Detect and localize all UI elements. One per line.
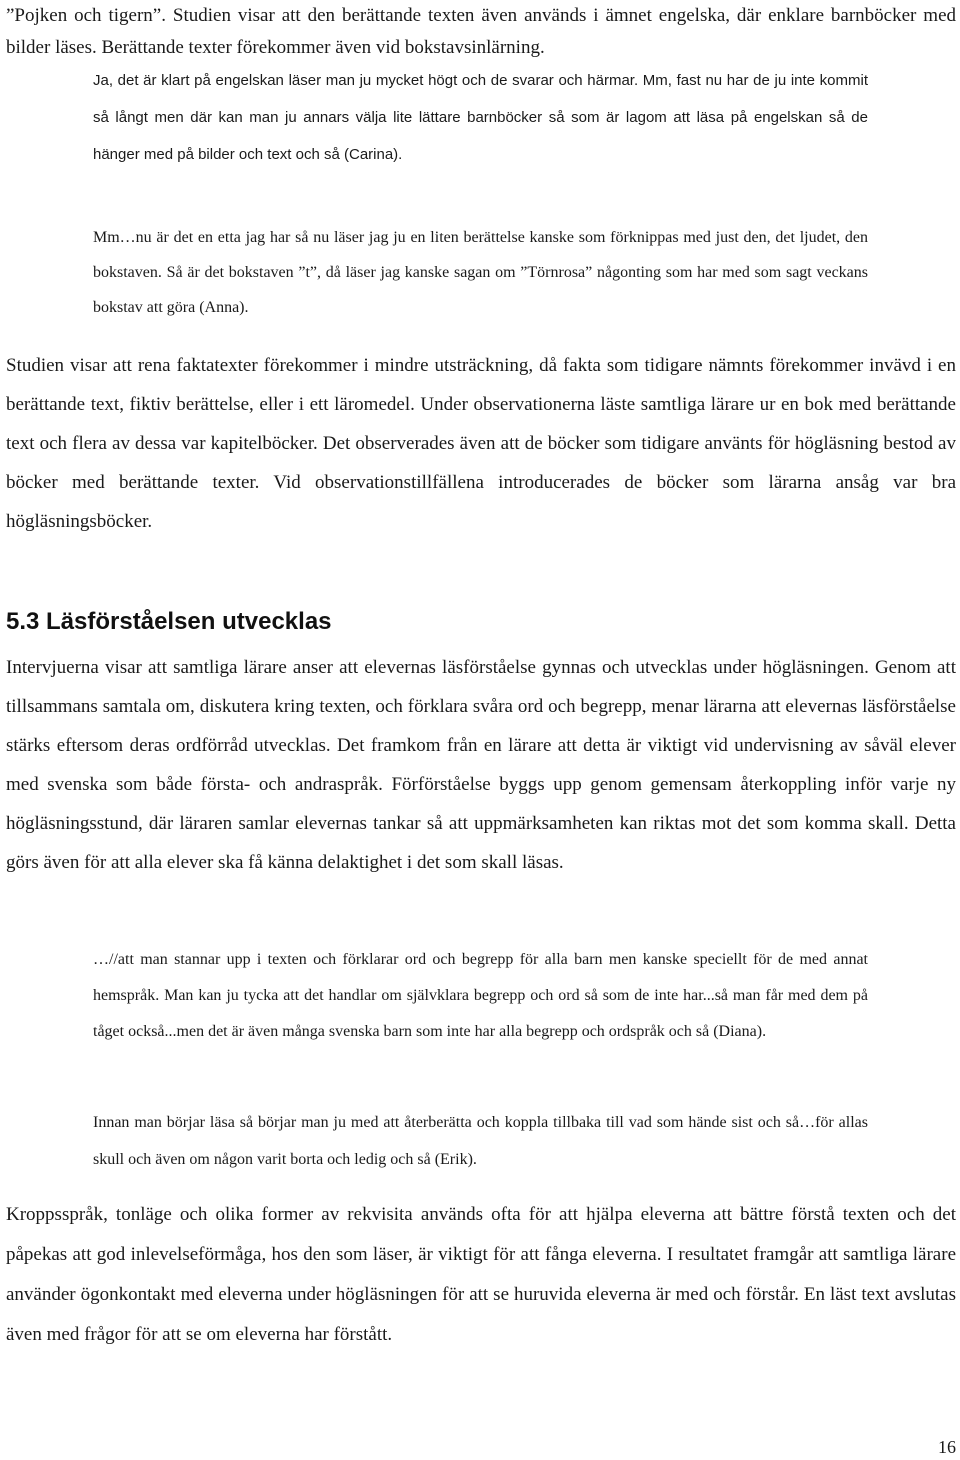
quote-diana: …//att man stannar upp i texten och förklarar ord och begrepp för alla barn men kanske speciellt för de med annat hemspråk. Man kan ju tycka att det handlar om självklara begrepp och ord så som de inte har...så man får med dem på tåget också...men det är även många svenska barn som inte har alla begrepp och ordspråk och så (Diana). xyxy=(93,951,868,1040)
factual-texts-paragraph: Studien visar att rena faktatexter förekommer i mindre utsträckning, då fakta som tidigare nämnts förekommer invävd i en berättande text, fiktiv berättelse, eller i ett läromedel. Under observationerna läste samtliga lärare ur en bok med berättande text och flera av dessa var kapitelböcker. Det observerades även att de böcker som tidigare använts för högläsning bestod av böcker med berättande texter. Vid observationstillfällena introducerades de böcker som lärarna ansåg var bra högläsningsböcker. xyxy=(6,355,956,532)
page-number: 16 xyxy=(938,1437,956,1457)
section-heading: 5.3 Läsförståelsen utvecklas xyxy=(6,608,332,635)
intro-continuation-paragraph: ”Pojken och tigern”. Studien visar att den berättande texten även används i ämnet engelska, där enklare barnböcker med bilder läses. Berättande texter förekommer även vid bokstavsinlärning. xyxy=(6,5,956,58)
quote-anna: Mm…nu är det en etta jag har så nu läser jag ju en liten berättelse kanske som förknippas med just den, det ljudet, den bokstaven. Så är det bokstaven ”t”, då läser jag kanske sagan om ”Törnrosa” någonting som har med som sagt veckans bokstav att göra (Anna). xyxy=(93,229,868,316)
quote-erik: Innan man börjar läsa så börjar man ju med att återberätta och koppla tillbaka till vad som hände sist och så…för allas skull och även om någon varit borta och ledig och så (Erik). xyxy=(93,1114,868,1168)
quote-carina: Ja, det är klart på engelskan läser man ju mycket högt och de svarar och härmar. Mm, fast nu har de ju inte kommit så långt men där kan man ju annars välja lite lättare barnböcker så som är lagom att läsa på engelskan så de hänger med på bilder och text och så (Carina). xyxy=(93,72,868,163)
section-intro-paragraph: Intervjuerna visar att samtliga lärare anser att elevernas läsförståelse gynnas och utvecklas under högläsningen. Genom att tillsammans samtala om, diskutera kring texten, och förklara svåra ord och begrepp, menar lärarna att elevernas läsförståelse stärks eftersom deras ordförråd utvecklas. Det framkom från en lärare att detta är viktigt vid undervisning av såväl elever med svenska som både första- och andraspråk. Förförståelse byggs upp genom gemensam återkoppling inför varje ny högläsningsstund, där läraren samlar elevernas tankar så att uppmärksamheten kan riktas mot det som komma skall. Detta görs även för att alla elever ska få känna delaktighet i det som skall läsas. xyxy=(6,657,956,873)
body-language-paragraph: Kroppsspråk, tonläge och olika former av rekvisita används ofta för att hjälpa eleverna att bättre förstå texten och det påpekas att god inlevelseförmåga, hos den som läser, är viktigt för att fånga eleverna. I resultatet framgår att samtliga lärare använder ögonkontakt med eleverna under högläsningen för att se huruvida eleverna är med och förstår. En läst text avslutas även med frågor för att se om eleverna har förstått. xyxy=(6,1204,956,1345)
